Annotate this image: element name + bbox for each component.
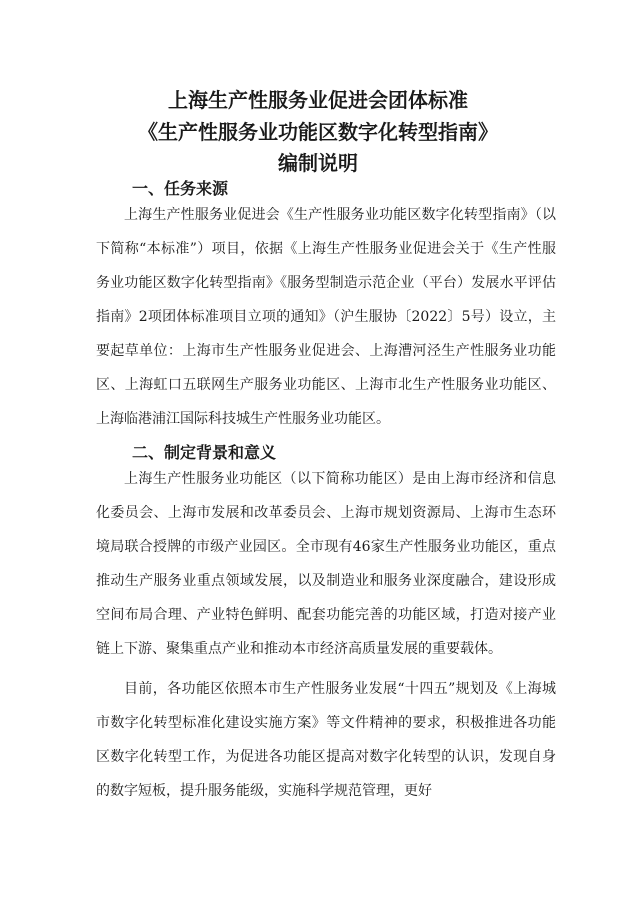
section-paragraph: 上海生产性服务业促进会《生产性服务业功能区数字化转型指南》（以下简称“本标准”）项目，依据《上海生产性服务业促进会关于《生产性服务业功能区数字化转型指南》《服务型制造示范企业（平台）发展水平评估指南》2项团体标准项目立项的通知》（沪生服协〔2022〕5号）设立，主要起草单位：上海市生产性服务业促进会、上海漕河泾生产性服务业功能区、上海虹口五联网生产服务业功能区、上海市北生产性服务业功能区、上海临港浦江国际科技城生产性服务业功能区。 [96,207,556,427]
document-title-line1: 上海生产性服务业促进会团体标准 [168,88,468,112]
section-heading-background: 二、制定背景和意义 [132,443,277,462]
document-title-line3: 编制说明 [278,151,358,175]
section-paragraph: 目前，各功能区依照本市生产性服务业发展“十四五”规划及《上海城市数字化转型标准化建设实施方案》等文件精神的要求，积极推进各功能区数字化转型工作，为促进各功能区提高对数字化转型的认识，发现自身的数字短板，提升服务能级，实施科学规范管理，更好 [96,681,556,799]
section-paragraph: 上海生产性服务业功能区（以下简称功能区）是由上海市经济和信息化委员会、上海市发展和改革委员会、上海市规划资源局、上海市生态环境局联合授牌的市级产业园区。全市现有46家生产性服务业功能区，重点推动生产服务业重点领域发展，以及制造业和服务业深度融合，建设形成空间布局合理、产业特色鲜明、配套功能完善的功能区域，打造对接产业链上下游、聚集重点产业和推动本市经济高质量发展的重要载体。 [96,471,556,657]
section-heading-task-source: 一、任务来源 [132,179,229,198]
document-title-line2: 《生产性服务业功能区数字化转型指南》 [138,120,498,144]
